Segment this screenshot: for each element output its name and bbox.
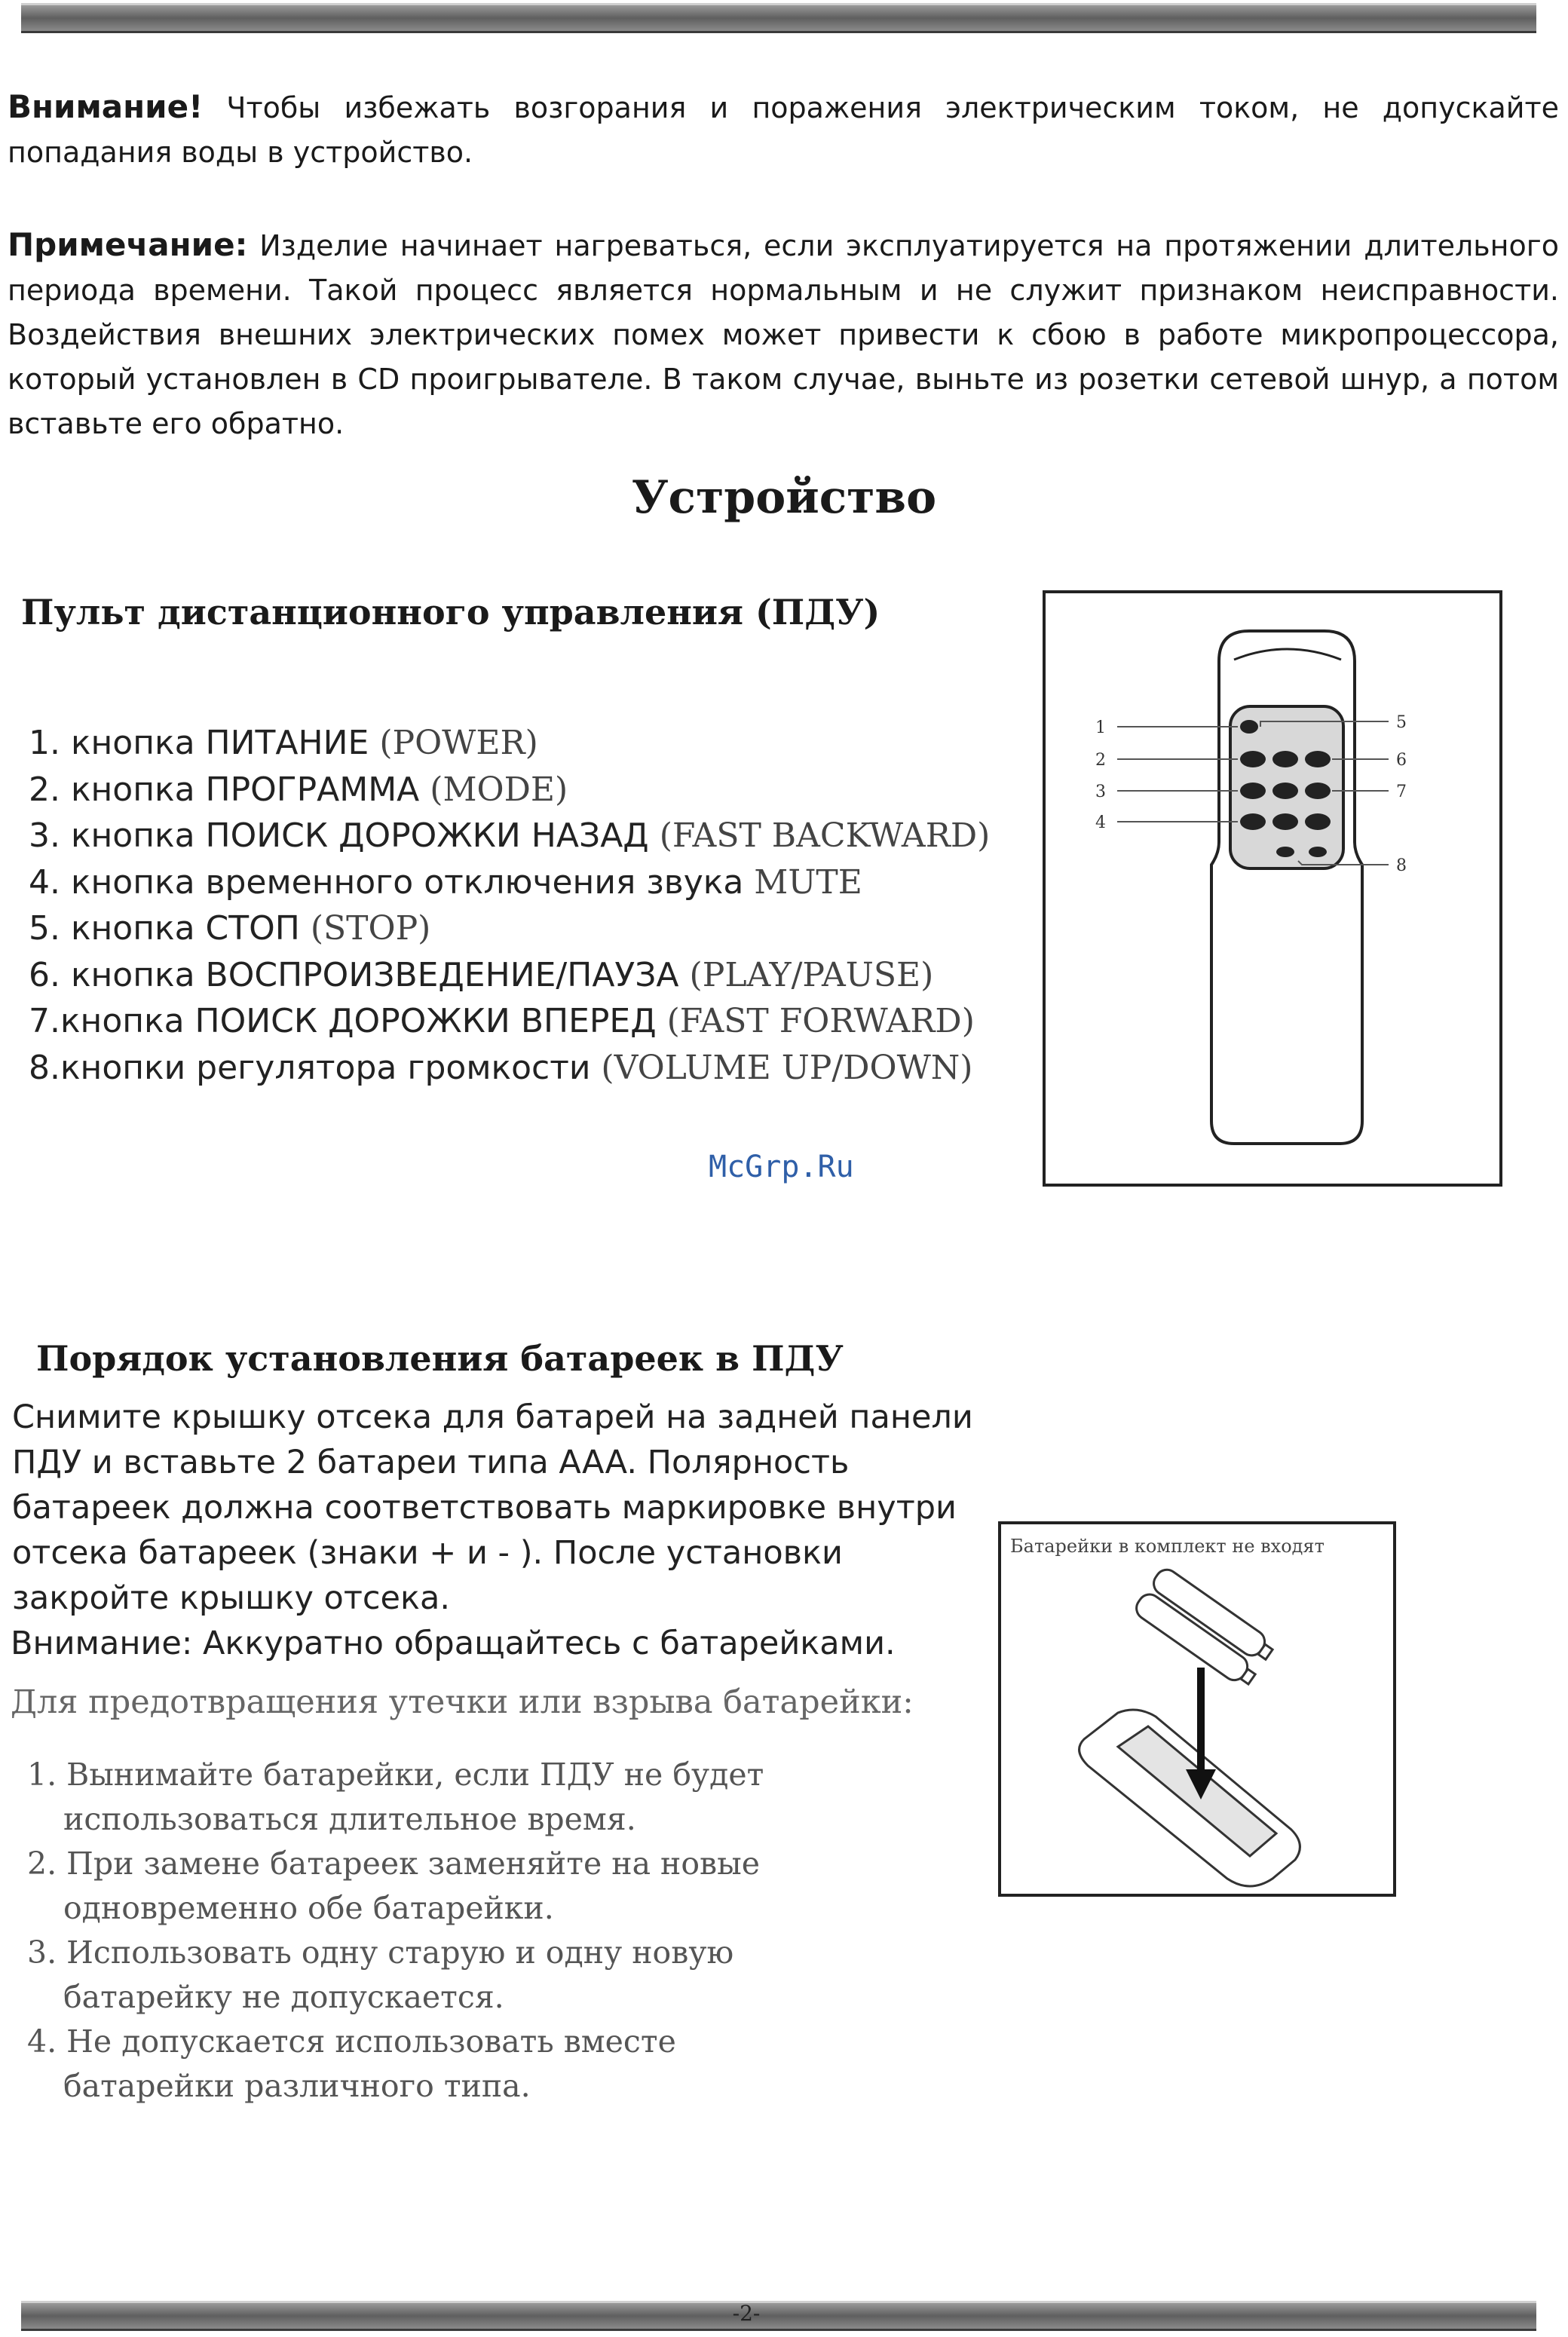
battery-prevent: Для предотвращения утечки или взрыва батарейки: [11, 1683, 914, 1721]
watermark: McGrp.Ru [709, 1150, 854, 1184]
remote-button-list [29, 720, 990, 1091]
item-en: (VOLUME UP/DOWN) [601, 1048, 973, 1087]
list-item [29, 859, 990, 906]
remote-figure [1043, 590, 1502, 1187]
list-item [29, 998, 990, 1045]
callout-1: 1 [1095, 718, 1106, 737]
callout-5: 5 [1396, 713, 1407, 732]
item-en: (FAST FORWARD) [666, 1002, 975, 1040]
note-paragraph [8, 222, 1559, 446]
callout-2: 2 [1095, 751, 1106, 770]
item-ru: 3. кнопка ПОИСК ДОРОЖКИ НАЗАД [29, 816, 649, 855]
note-text: Изделие начинает нагреваться, если эксплуатируется на протяжении длительного периода времени. Такой процесс является нормальным и не служит признаком неисправности. Воздействия внешних электрических помех может привести к сбою в работе микропроцессора, который установлен в CD проигрывателе. В таком случае, выньте из розетки сетевой шнур, а потом вставьте его обратно. [8, 229, 1559, 440]
battery-figure-caption: Батарейки в комплект не входят [1010, 1536, 1325, 1557]
list-item: 3. Использовать одну старую и одну новую батарейку не допускается. [27, 1934, 734, 2015]
list-item [29, 952, 990, 999]
top-decorative-bar [21, 3, 1536, 33]
list-item [29, 905, 990, 952]
battery-illustration [1001, 1524, 1393, 1894]
power-button-icon [1240, 720, 1258, 734]
item-en: (MODE) [430, 770, 568, 809]
item-en: (PLAY/PAUSE) [689, 955, 934, 994]
list-item [29, 1045, 990, 1092]
note-label: Примечание: [8, 226, 248, 263]
item-ru: 4. кнопка временного отключения звука [29, 862, 744, 902]
battery-warning: Внимание: Аккуратно обращайтесь с батарейками. [11, 1625, 896, 1662]
item-en: (STOP) [310, 909, 431, 948]
item-ru: 2. кнопка ПРОГРАММА [29, 770, 420, 809]
page-number: -2- [732, 2301, 761, 2326]
item-en: MUTE [754, 862, 862, 902]
callout-4: 4 [1095, 813, 1106, 832]
list-item: 1. Вынимайте батарейки, если ПДУ не будет использоваться длительное время. [27, 1757, 764, 1837]
item-ru: 8.кнопки регулятора громкости [29, 1048, 591, 1087]
item-ru: 1. кнопка ПИТАНИЕ [29, 724, 369, 762]
callout-7: 7 [1396, 783, 1407, 801]
list-item [29, 720, 990, 767]
item-ru: 5. кнопка СТОП [29, 909, 300, 948]
callout-3: 3 [1095, 783, 1106, 801]
battery-figure [998, 1521, 1396, 1897]
battery-heading: Порядок установления батареек в ПДУ [36, 1338, 844, 1379]
warning-paragraph [8, 84, 1559, 175]
list-item [29, 767, 990, 813]
item-ru: 6. кнопка ВОСПРОИЗВЕДЕНИЕ/ПАУЗА [29, 955, 679, 994]
item-ru: 7.кнопка ПОИСК ДОРОЖКИ ВПЕРЕД [29, 1002, 657, 1040]
item-en: (FAST BACKWARD) [659, 816, 991, 855]
remote-front-edge [1234, 649, 1341, 660]
warning-label: Внимание! [8, 88, 204, 125]
section-title: Устройство [631, 471, 937, 524]
callout-6: 6 [1396, 751, 1407, 770]
battery-rules-list [27, 1753, 856, 2109]
remote-illustration [1046, 593, 1499, 1184]
list-item: 2. При замене батареек заменяйте на новые одновременно обе батарейки. [27, 1845, 761, 1926]
bottom-decorative-bar [21, 2301, 1536, 2331]
list-item: 4. Не допускается использовать вместе батарейки различного типа. [27, 2023, 676, 2104]
remote-heading: Пульт дистанционного управления (ПДУ) [21, 592, 880, 632]
warning-text: Чтобы избежать возгорания и поражения электрическим током, не допускайте попадания воды в устройство. [8, 91, 1559, 169]
battery-instructions: Снимите крышку отсека для батарей на задней панели ПДУ и вставьте 2 батареи типа AAA. Полярность батареек должна соответствовать маркировке внутри отсека батареек (знаки + и - ). После установки закройте крышку отсека. [12, 1398, 973, 1617]
callout-8: 8 [1396, 856, 1407, 875]
item-en: (POWER) [379, 724, 538, 762]
list-item [29, 813, 990, 859]
